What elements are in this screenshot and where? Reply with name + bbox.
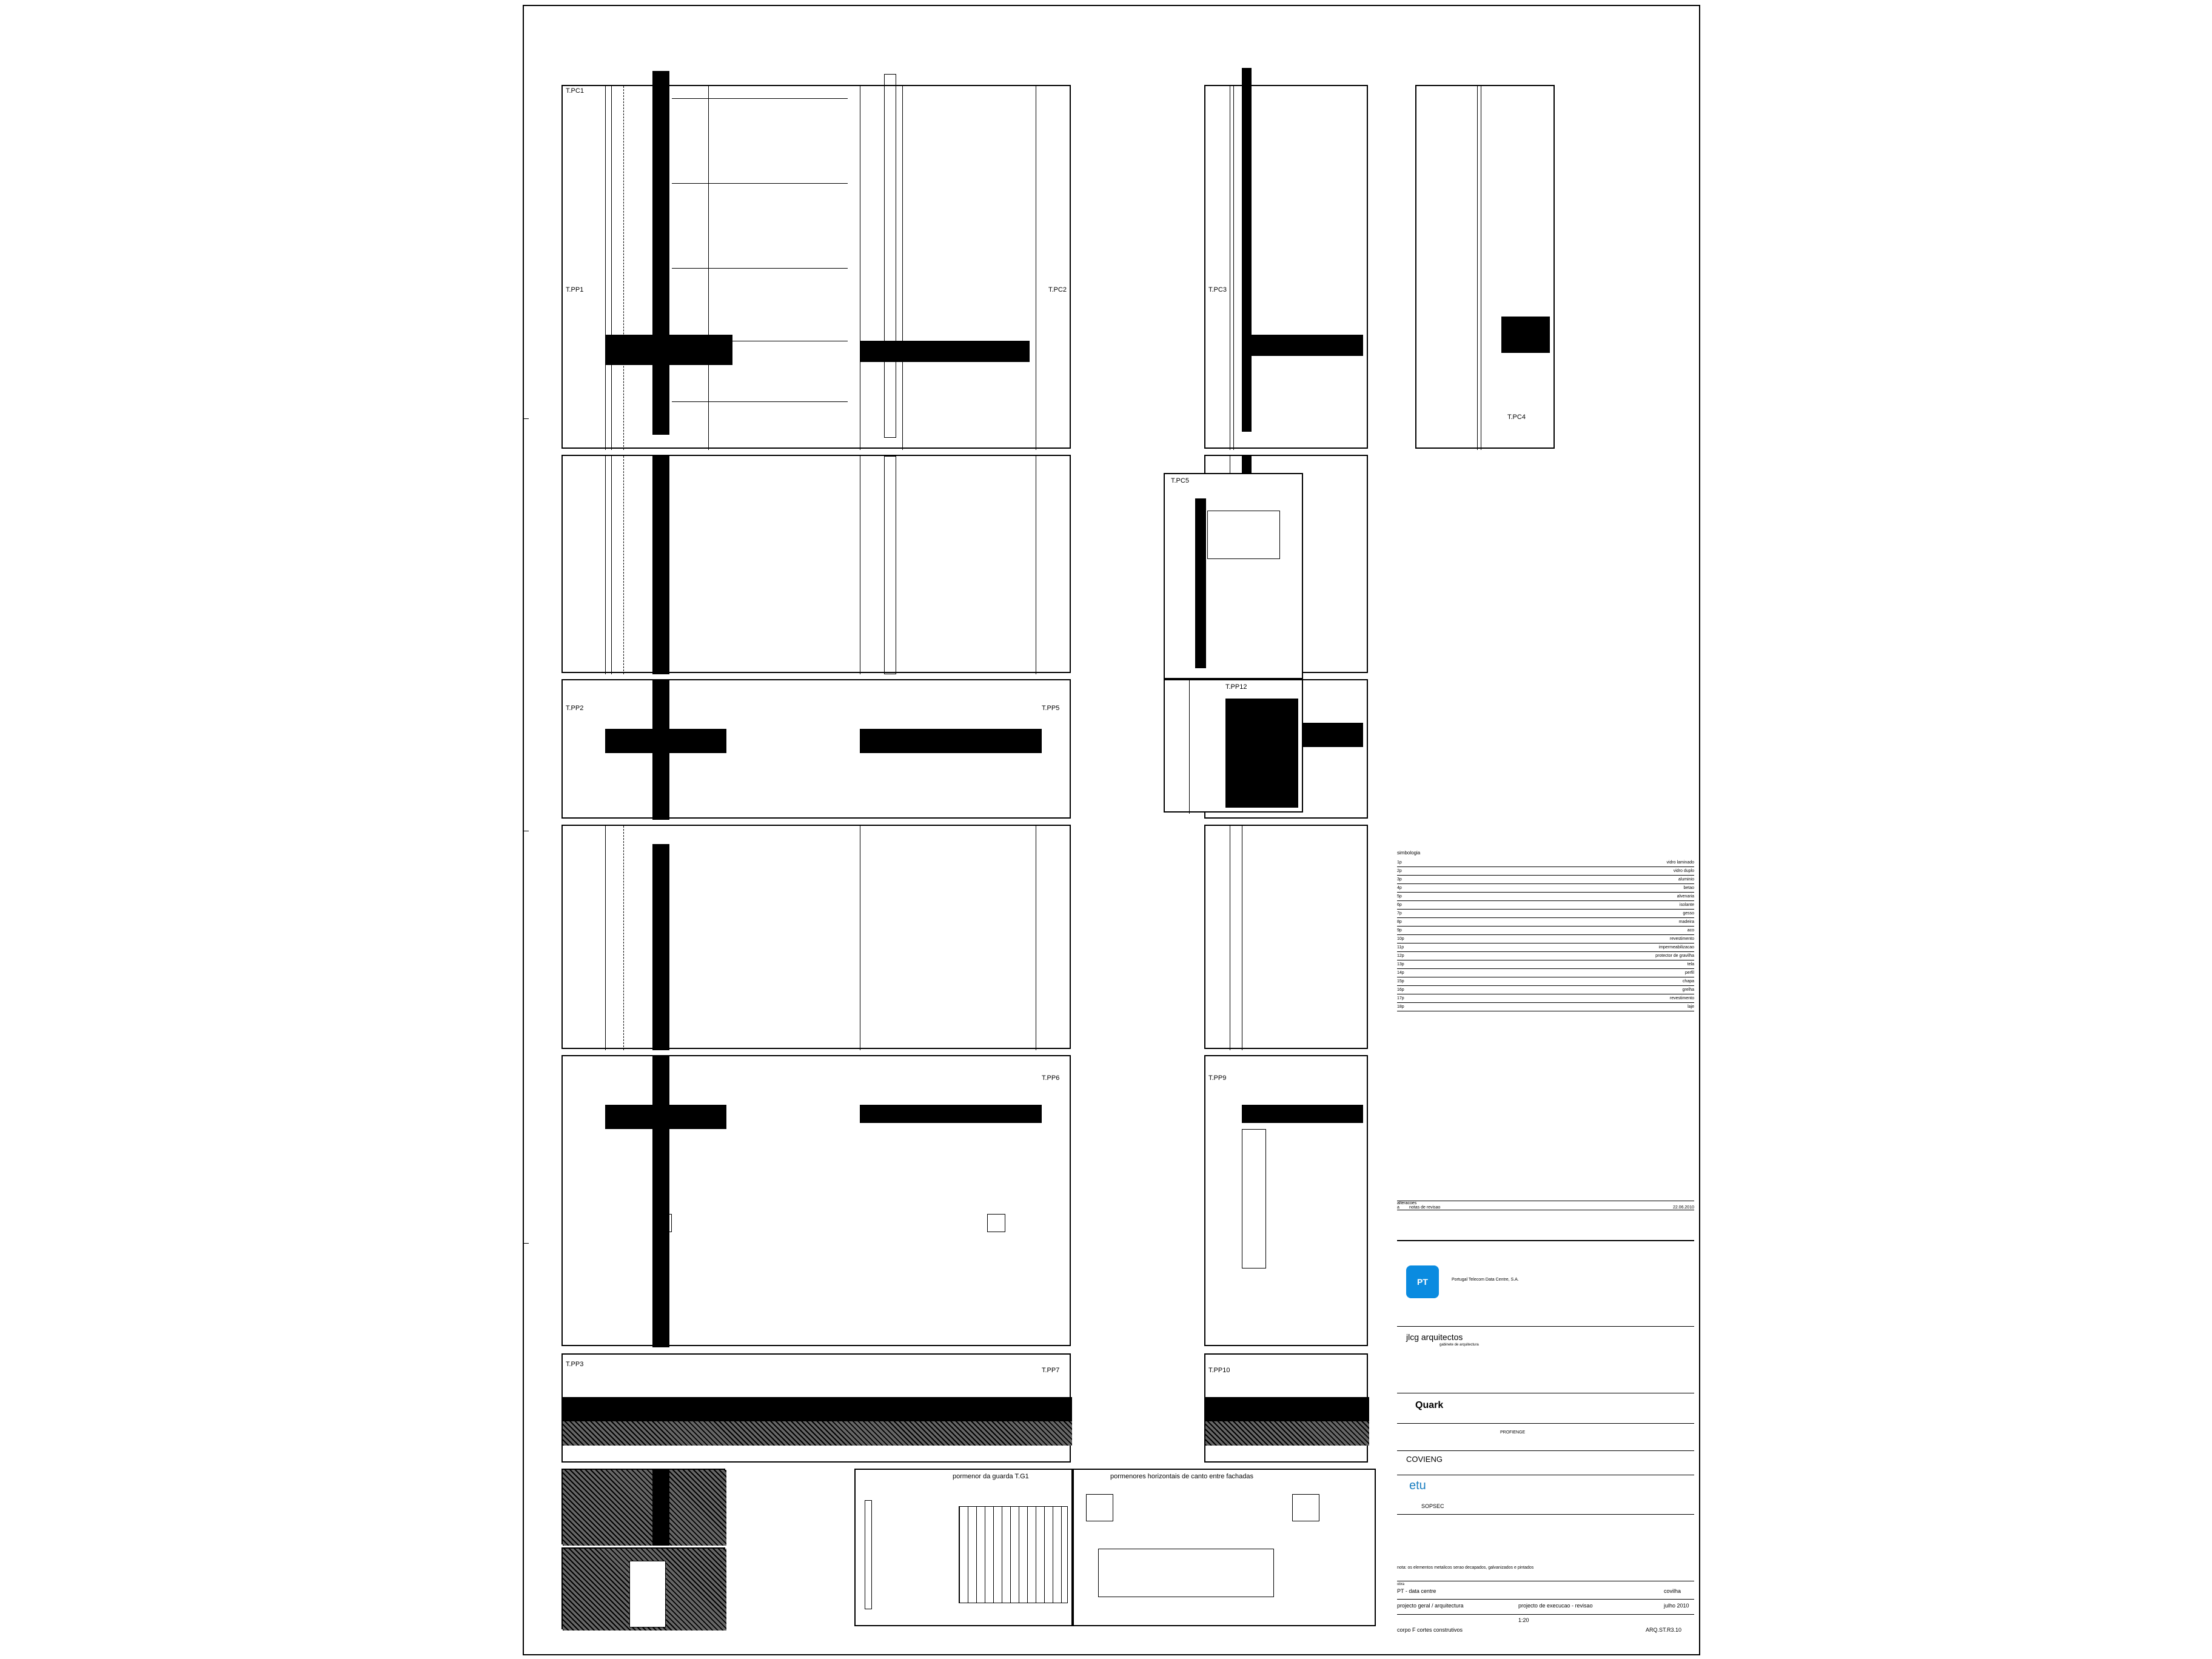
panel-tag: T.PP1	[566, 286, 584, 293]
legend-row	[1397, 910, 1694, 918]
detail-panel-tpc5	[1164, 473, 1303, 679]
legend-code: 15p	[1397, 979, 1404, 984]
legend-value: laje	[1687, 1005, 1694, 1009]
partner-quark: Quark	[1415, 1400, 1444, 1410]
revision-row	[1397, 1205, 1694, 1210]
legend-code: 3p	[1397, 877, 1402, 882]
phase-label: projecto geral / arquitectura	[1397, 1603, 1464, 1609]
panel-tag: T.PP3	[566, 1361, 584, 1368]
legend-row	[1397, 901, 1694, 910]
guard-detail-panel	[854, 1469, 1073, 1626]
panel-tag: T.PP10	[1208, 1367, 1230, 1374]
legend-row	[1397, 927, 1694, 935]
legend-value: chapa	[1682, 979, 1694, 984]
legend-row	[1397, 969, 1694, 977]
legend-row	[1397, 884, 1694, 893]
panel-tag: T.PP12	[1225, 683, 1247, 691]
wall-section	[652, 71, 669, 435]
legend-code: 6p	[1397, 903, 1402, 907]
panel-tag: T.PP7	[1042, 1367, 1060, 1374]
legend-value: madeira	[1678, 920, 1694, 924]
legend-code: 13p	[1397, 962, 1404, 967]
legend-code: 1p	[1397, 860, 1402, 865]
legend-row	[1397, 960, 1694, 969]
legend-row	[1397, 918, 1694, 927]
revision-header: alteracoes	[1397, 1201, 1417, 1205]
detail-panel-tpc1	[561, 85, 1071, 449]
partner-profienge: PROFIENGE	[1500, 1430, 1526, 1435]
legend-code: 14p	[1397, 971, 1404, 975]
legend-value: vidro laminado	[1666, 860, 1694, 865]
panel-tag: T.PP9	[1208, 1074, 1227, 1082]
partner-etu: etu	[1409, 1479, 1426, 1492]
legend-value: tela	[1687, 962, 1694, 967]
legend-value: grelha	[1682, 988, 1694, 992]
architect-subtitle: gabinete de arquitectura	[1439, 1343, 1479, 1347]
legend-code: 5p	[1397, 894, 1402, 899]
legend-row	[1397, 1003, 1694, 1011]
legend-row	[1397, 867, 1694, 876]
legend-value: perfil	[1684, 971, 1694, 975]
horizontal-detail-panel	[1073, 1469, 1376, 1626]
legend-code: 10p	[1397, 937, 1404, 941]
project-location: covilha	[1664, 1588, 1681, 1594]
legend-row	[1397, 943, 1694, 952]
footer-note: nota: os elementos metalicos serao decapados, galvanizados e pintados	[1397, 1566, 1534, 1570]
guard-detail-title: pormenor da guarda T.G1	[953, 1473, 1029, 1480]
revision-text: notas de revisao	[1409, 1205, 1441, 1210]
detail-panel-tpp4	[561, 1469, 725, 1544]
legend-code: 16p	[1397, 988, 1404, 992]
architect-name: jlcg arquitectos	[1406, 1332, 1463, 1342]
detail-panel-tpp2	[561, 679, 1071, 819]
client-logo	[1406, 1265, 1439, 1298]
legend-value: aluminio	[1678, 877, 1694, 882]
panel-tag: T.PC1	[566, 87, 584, 95]
legend-code: 4p	[1397, 886, 1402, 890]
detail-panel-base	[561, 1547, 725, 1629]
legend-code: 18p	[1397, 1005, 1404, 1009]
legend-value: isolante	[1679, 903, 1694, 907]
legend-code: 11p	[1397, 945, 1404, 950]
legend-row	[1397, 935, 1694, 943]
detail-panel-tpp12	[1164, 679, 1303, 813]
panel-tag: T.PP6	[1042, 1074, 1060, 1082]
drawing-sheet	[523, 5, 1700, 1655]
legend-value: protector de gravilha	[1655, 954, 1694, 958]
detail-panel-row4	[561, 825, 1071, 1049]
phase: projecto de execucao - revisao	[1518, 1603, 1593, 1609]
legend-row	[1397, 952, 1694, 960]
legend-code: 17p	[1397, 996, 1404, 1000]
date: julho 2010	[1664, 1603, 1689, 1609]
panel-tag: T.PC5	[1171, 477, 1189, 484]
client-name: Portugal Telecom Data Centre, S.A.	[1452, 1278, 1519, 1282]
project-label: obra	[1397, 1583, 1405, 1586]
detail-panel-tpp10	[1204, 1353, 1368, 1463]
client-logo-text: PT	[1417, 1277, 1428, 1287]
legend-rows	[1397, 859, 1694, 1011]
detail-panel-tpc4	[1415, 85, 1555, 449]
legend-value: gesso	[1683, 911, 1694, 916]
legend-row	[1397, 893, 1694, 901]
legend-row	[1397, 876, 1694, 884]
detail-panel-row2	[561, 455, 1071, 673]
legend-row	[1397, 986, 1694, 994]
panel-tag: T.PC3	[1208, 286, 1227, 293]
partner-sopsec: SOPSEC	[1421, 1503, 1444, 1509]
legend-value: impermeabilizacao	[1658, 945, 1694, 950]
revision-id: a	[1397, 1205, 1399, 1210]
detail-panel-tpp3	[561, 1353, 1071, 1463]
legend-value: alvenaria	[1677, 894, 1694, 899]
title-block	[1397, 1240, 1694, 1654]
legend-value: revestimento	[1669, 937, 1694, 941]
project-name: PT - data centre	[1397, 1588, 1436, 1594]
partner-covieng: COVIENG	[1406, 1455, 1443, 1464]
legend-code: 8p	[1397, 920, 1402, 924]
panel-tag: T.PC4	[1507, 414, 1526, 421]
revision-date: 22.06.2010	[1672, 1205, 1694, 1210]
detail-panel-row5	[561, 1055, 1071, 1346]
panel-tag: T.PP2	[566, 705, 584, 712]
drawing-title: corpo F cortes construtivos	[1397, 1627, 1463, 1633]
legend-title: simbologia	[1397, 850, 1421, 856]
revision-block	[1397, 1201, 1694, 1210]
slab-section	[605, 335, 732, 365]
legend-value: betao	[1683, 886, 1694, 890]
legend-value: aco	[1687, 928, 1694, 933]
legend-row	[1397, 859, 1694, 867]
legend	[1397, 850, 1694, 1011]
panel-tag: T.PP5	[1042, 705, 1060, 712]
drawing-number: ARQ.ST.R3.10	[1646, 1627, 1682, 1633]
legend-code: 7p	[1397, 911, 1402, 916]
detail-panel-tpc3	[1204, 85, 1368, 449]
scale: 1:20	[1518, 1617, 1529, 1623]
legend-value: revestimento	[1669, 996, 1694, 1000]
legend-code: 12p	[1397, 954, 1404, 958]
legend-row	[1397, 977, 1694, 986]
detail-panel-row4-col2	[1204, 825, 1368, 1049]
legend-value: vidro duplo	[1673, 869, 1694, 873]
detail-panel-tpp9	[1204, 1055, 1368, 1346]
panel-tag: T.PC2	[1048, 286, 1067, 293]
legend-code: 9p	[1397, 928, 1402, 933]
horizontal-detail-title: pormenores horizontais de canto entre fachadas	[1110, 1473, 1254, 1480]
legend-row	[1397, 994, 1694, 1003]
legend-code: 2p	[1397, 869, 1402, 873]
